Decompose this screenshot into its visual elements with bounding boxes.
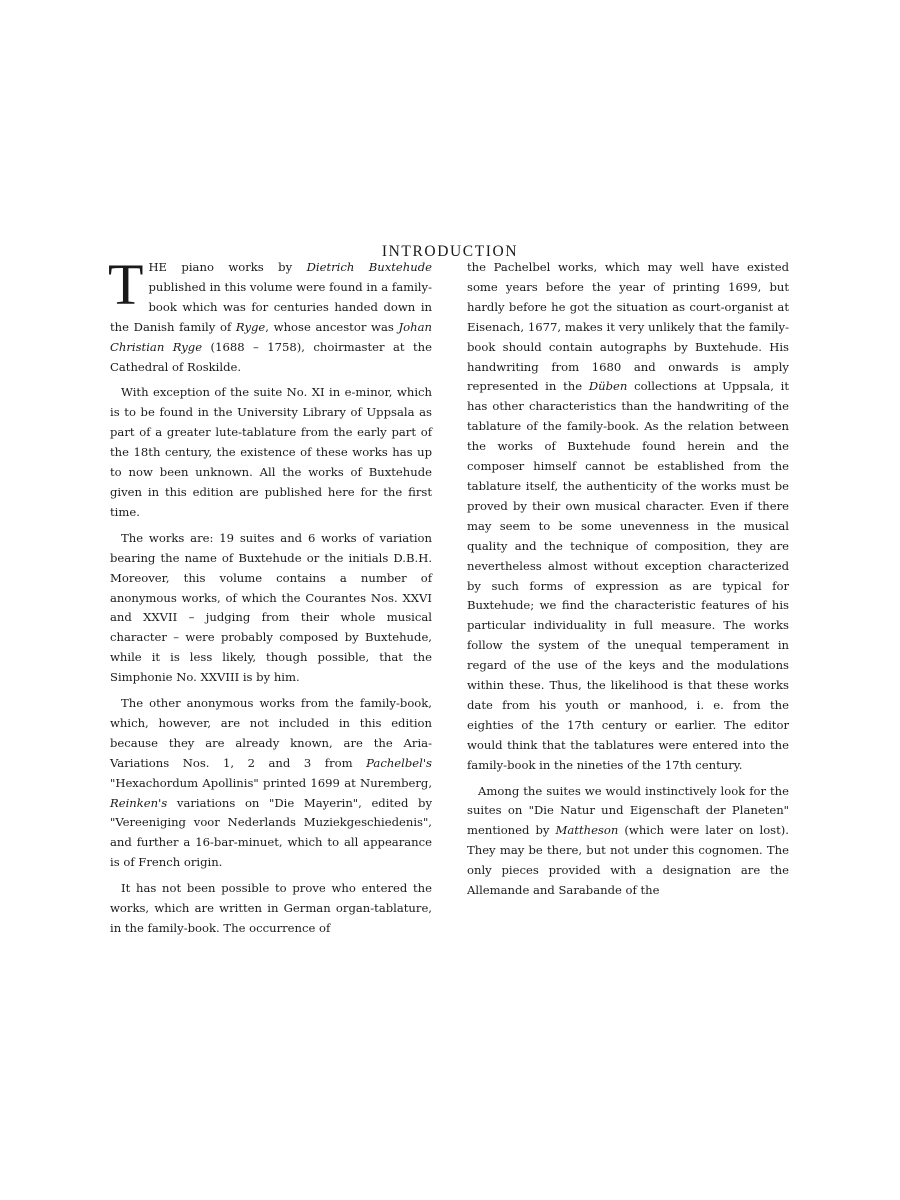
left-column [108, 252, 432, 939]
paragraph-1 [108, 252, 432, 377]
text-run: , whose ancestor was [265, 319, 399, 334]
text-run: Among the suites we would instinctively look for the suites on "Die Natur und Eigenschaft der Planeten" mentioned by [467, 783, 789, 838]
text-run: (1688 – 1758), choirmaster at the Cathedral of Roskilde. [110, 339, 432, 374]
name-ryge: Ryge [235, 319, 266, 334]
paragraph-6 [467, 258, 789, 776]
text-run: collections at Uppsala, it has other characteristics than the handwriting of the tablature of the family-book. As the relation between the works of Buxtehude found herein and the composer himself cannot be established from the tablature itself, the authenticity of the works must be proved by their own musical character. Even if there may seem to be some unevenness in the musical quality and the technique of composition, they are nevertheless almost without exception characterized by such forms of expression as are typical for Buxtehude; we find the characteristic features of his particular individuality in full measure. The works follow the system of the unequal temperament in regard of the use of the keys and the modulations within these. Thus, the likelihood is that these works date from his youth or manhood, i. e. from the eighties of the 17th century or earlier. The editor would think that the tablatures were entered into the family-book in the nineties of the 17th century. [467, 379, 790, 772]
name-johan-christian-ryge: Johan Christian Ryge [110, 319, 432, 354]
text-run: (which were later on lost). They may be there, but not under this cognomen. The only pieces provided with a designation are the Allemande and Sarabande of the [467, 823, 789, 898]
paragraph-3: The works are: 19 suites and 6 works of variation bearing the name of Buxtehude or the initials D.B.H. Moreover, this volume contains a number of anonymous works, of which the Courantes Nos. XXVI and XXVII – judging from their whole musical character – were probably composed by Buxtehude, while it is less likely, though possible, that the Simphonie No. XXVIII is by him. [110, 530, 432, 685]
name-buxtehude: Dietrich Buxtehude [306, 260, 432, 274]
right-column [467, 258, 789, 901]
name-pachelbel: Pachelbel's [366, 755, 432, 770]
text-run: published in this volume were found in a family-book which was for centuries handed down in the Danish family of [110, 279, 432, 334]
text-run: HE piano works by [148, 260, 307, 274]
text-run: "Hexachordum Apollinis" printed 1699 at Nuremberg, [110, 775, 432, 790]
name-mattheson: Mattheson [555, 823, 619, 838]
page-title: INTRODUCTION [381, 243, 519, 261]
paragraph-2: With exception of the suite No. XI in e-minor, which is to be found in the University Library of Uppsala as part of a greater lute-tablature from the early part of the 18th century, the existence of these works has up to now been unknown. All the works of Buxtehude given in this edition are published here for the first time. [110, 385, 432, 519]
name-reinken: Reinken's [110, 795, 168, 810]
paragraph-5: It has not been possible to prove who entered the works, which are written in German organ-tablature, in the family-book. The occurrence of [110, 881, 432, 935]
name-duben: Düben [588, 379, 628, 394]
paragraph-4 [110, 694, 432, 873]
text-run: The other anonymous works from the family-book, which, however, are not included in this edition because they are already known, are the Aria-Variations Nos. 1, 2 and 3 from [110, 696, 432, 770]
text-run: the Pachelbel works, which may well have existed some years before the year of printing 1699, but hardly before he got the situation as court-organist at Eisenach, 1677, makes it very unlikely that the family-book should contain autographs by Buxtehude. His handwriting from 1680 and onwards is amply represented in the [467, 260, 789, 394]
paragraph-7 [467, 782, 789, 901]
drop-cap: T [108, 252, 144, 317]
text-run: variations on "Die Mayerin", edited by "Vereeniging voor Nederlands Muziekgeschiedenis", and further a 16-bar-minuet, which to all appearance is of French origin. [110, 795, 432, 870]
